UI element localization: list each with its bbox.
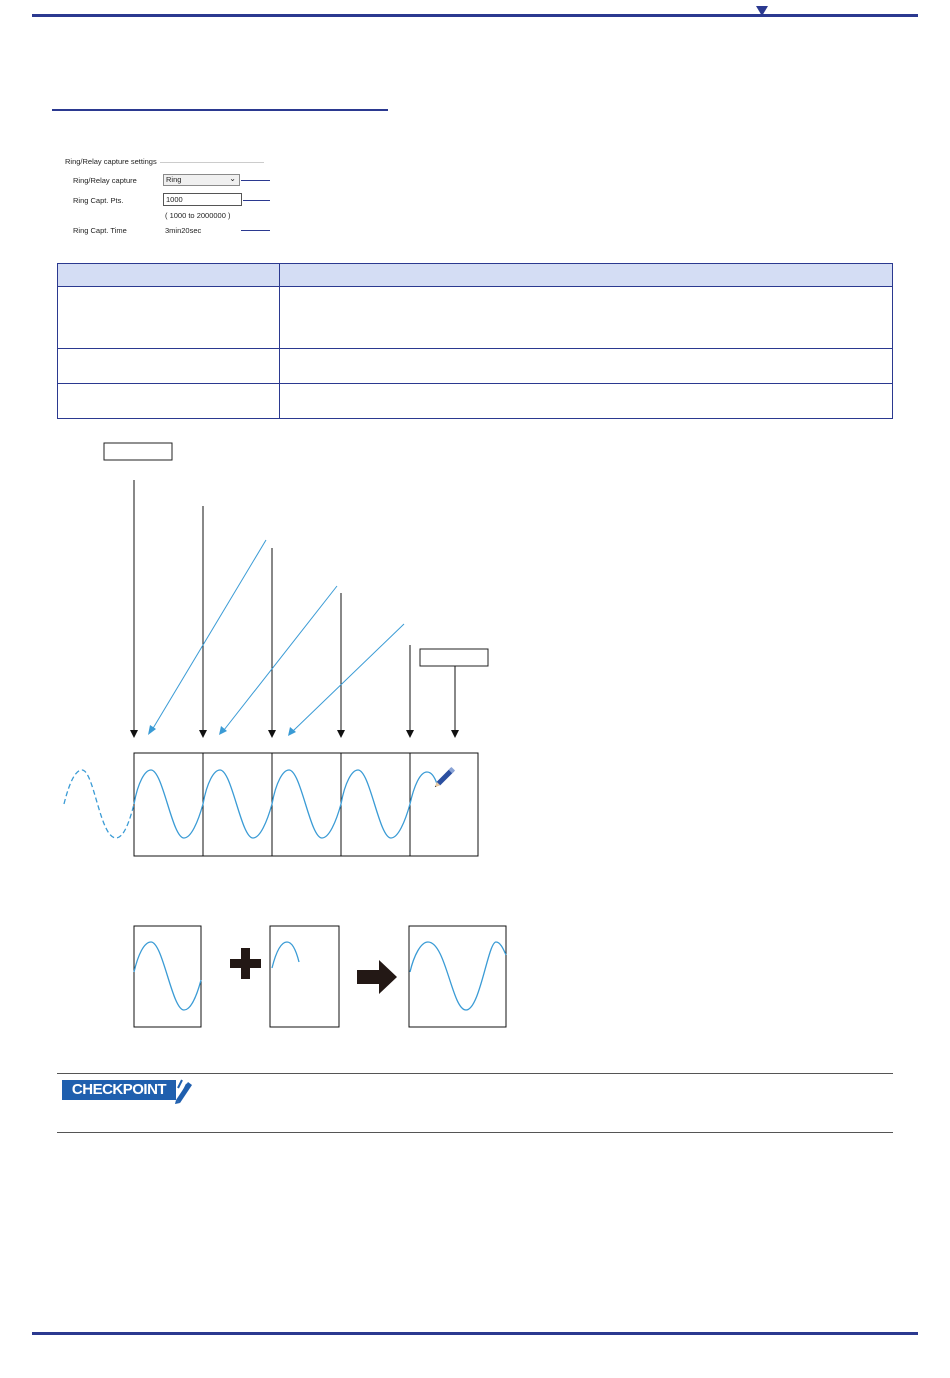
segment-block-partial [270,926,339,1027]
checkpoint-badge-text: CHECKPOINT [71,1081,167,1098]
pencil-icon [433,767,455,789]
memory-block [341,753,410,856]
overwrite-arrow-head [148,725,156,735]
capt-pts-range: ( 1000 to 2000000 ) [165,211,231,220]
ring-relay-label: Ring/Relay capture [73,176,137,185]
segment-block-combined [409,926,506,1027]
plus-icon [230,948,261,979]
memory-block [410,753,478,856]
memory-block [203,753,272,856]
checkpoint-pen-icon [174,1078,196,1104]
arrow-head [406,730,414,738]
capt-time-value: 3min20sec [165,226,202,235]
pre-capture-wave [64,770,134,838]
stop-label-box [420,649,488,666]
arrow-right-icon [357,960,397,994]
footer-rule [32,1332,918,1335]
arrow-head [451,730,459,738]
overwrite-arrow-line [152,540,266,730]
captured-wave [134,770,203,838]
checkpoint-badge [62,1080,176,1100]
captured-wave-partial [410,772,437,804]
overwrite-arrow-line [224,586,337,730]
overwrite-arrow-head [288,727,296,736]
arrow-head [199,730,207,738]
checkpoint-top-rule [57,1073,893,1074]
ring-relay-select-value: Ring [166,175,182,184]
arrow-head [130,730,138,738]
chevron-down-icon: ⌄ [229,174,236,183]
start-label-box [104,443,172,460]
capt-pts-label: Ring Capt. Pts. [73,196,124,205]
arrow-head [268,730,276,738]
captured-wave [341,770,410,838]
capt-pts-input[interactable]: 1000 [163,193,242,206]
capture-arrows [134,480,455,734]
memory-block [272,753,341,856]
captured-wave [203,770,272,838]
arrow-head [337,730,345,738]
settings-group-title: Ring/Relay capture settings [65,157,157,166]
memory-block [134,753,203,856]
capt-time-label: Ring Capt. Time [73,226,127,235]
overwrite-arrow-line [293,624,404,731]
checkpoint-bottom-rule [57,1132,893,1133]
captured-wave [272,770,341,838]
